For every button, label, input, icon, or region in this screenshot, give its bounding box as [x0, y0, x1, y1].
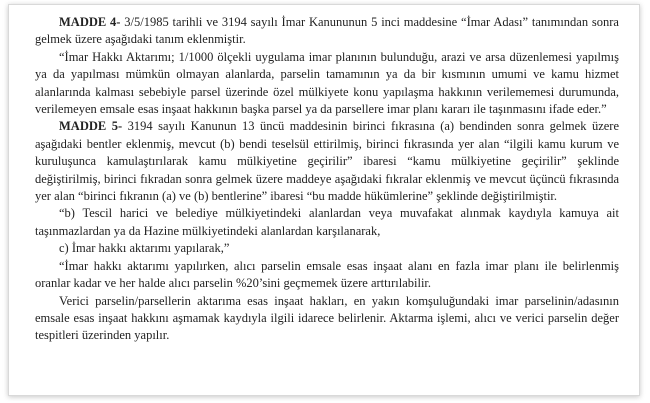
aktarim-paragraph: “İmar hakkı aktarımı yapılırken, alıcı parselin emsale esas inşaat alanı en fazla imar planı ile belirlenmiş oranlar kadar ve her halde alıcı parselin %20’sini geçmemek üzere arttırılabilir.: [35, 258, 619, 291]
document-page: [8, 4, 640, 396]
verici-parsel-paragraph: Verici parselin/parsellerin aktarıma esas inşaat hakları, en yakın komşuluğundaki imar parselinin/adasının emsale esas inşaat hakkını aşmamak kaydıyla ilgili idarece belirlenir. Aktarma işlemi, alıcı ve verici parselin değer tespitleri üzerinden yapılır.: [35, 293, 619, 343]
imar-hakki-aktarimi-definition: “İmar Hakkı Aktarımı; 1/1000 ölçekli uygulama imar planının bulunduğu, arazi ve arsa düzenlemesi yapılmış ya da yapılması mümkün olmayan alanlarda, parselin tamamının ya da bir kısmının umumi ve kamu hizmet alanlarında kalması sebebiyle parsel üzerinde özel mülkiyete konu yapılaşma hakkının verilememesi durumunda, verilemeyen emsale esas inşaat hakkının başka parsel ya da parsellere imar planı kararı ile taşınmasını ifade eder.”: [35, 49, 619, 117]
bent-c: c) İmar hakkı aktarımı yapılarak,”: [59, 241, 230, 256]
madde-5-heading: MADDE 5-: [59, 119, 123, 134]
bent-b: “b) Tescil harici ve belediye mülkiyetindeki alanlardan veya muvafakat alınmak kaydıyla kamuya ait taşınmazlardan ya da Hazine mülkiyetindeki alanlardan karşılanarak,: [35, 206, 619, 238]
madde-4-paragraph: [35, 14, 619, 49]
madde-5-paragraph: [35, 118, 619, 205]
madde-5-intro: 3194 sayılı Kanunun 13 üncü maddesinin birinci fıkrasına (a) bendinden sonra gelmek üzere aşağıdaki bentler eklenmiş, mevcut (b) bendi teselsül ettirilmiş, birinci fıkrasında yer alan “ilgili kamu kurum ve kuruluşunca kamulaştırılarak kamu mülkiyetine geçirilir” ibaresi “kamu mülkiyetine geçirilir” şeklinde değiştirilmiş, birinci fıkradan sonra gelmek üzere maddeye aşağıdaki fıkralar eklenmiş ve mevcut üçüncü fıkrasında yer alan “birinci fıkranın (a) ve (b) bentlerine” ibaresi “bu madde hükümlerine” şeklinde değiştirilmiştir.: [35, 119, 619, 204]
madde-4-intro: 3/5/1985 tarihli ve 3194 sayılı İmar Kanununun 5 inci maddesine “İmar Adası” tanımından sonra gelmek üzere aşağıdaki tanım eklenmiştir.: [35, 15, 619, 47]
madde-4-heading: MADDE 4-: [59, 15, 121, 29]
